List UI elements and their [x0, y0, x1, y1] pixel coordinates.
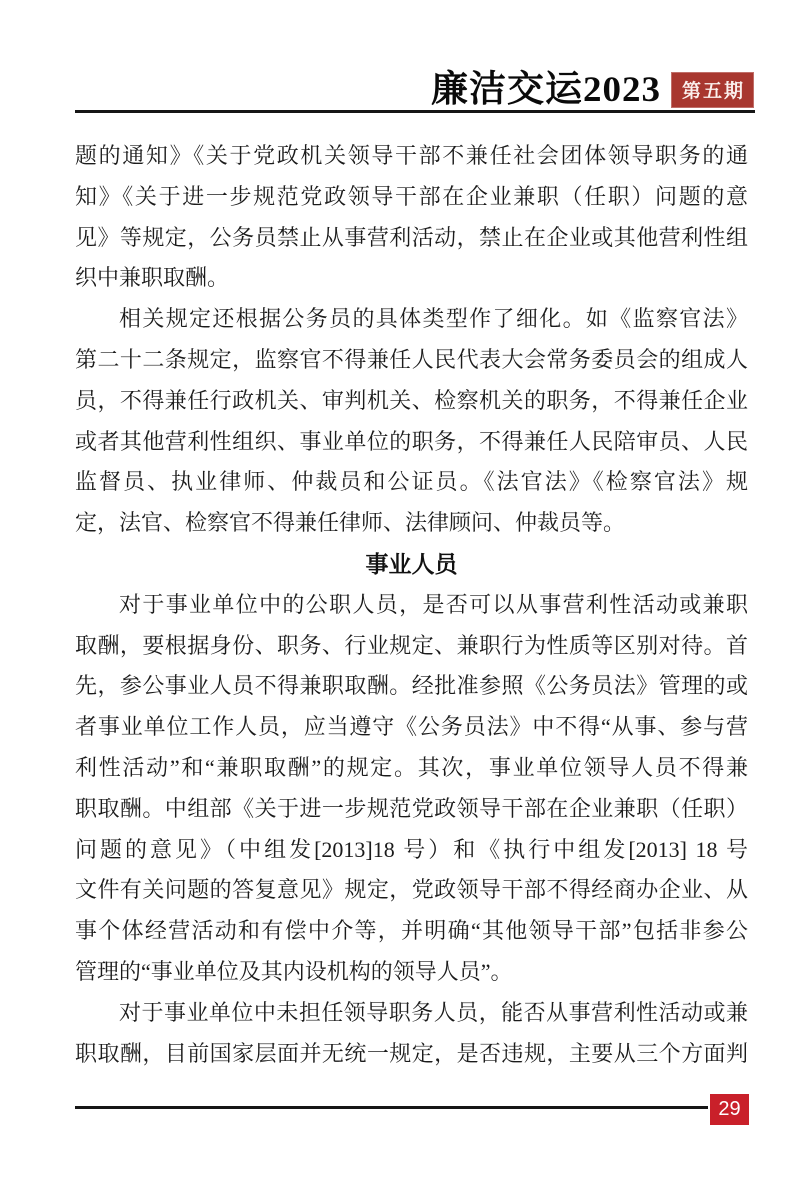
text-line: 监督员、执业律师、仲裁员和公证员。《法官法》《检察官法》规	[75, 469, 748, 495]
article-body	[75, 136, 748, 1074]
masthead	[431, 70, 754, 110]
text-line: 见》等规定，公务员禁止从事营利活动，禁止在企业或其他营利性组	[75, 224, 748, 250]
section-heading: 事业人员	[365, 550, 458, 577]
text-line: 职取酬。中组部《关于进一步规范党政领导干部在企业兼职（任职）	[75, 795, 748, 821]
text-line: 定，法官、检察官不得兼任律师、法律顾问、仲裁员等。	[75, 510, 626, 536]
text-line: 者事业单位工作人员，应当遵守《公务员法》中不得“从事、参与营	[75, 714, 748, 740]
text-line: 利性活动”和“兼职取酬”的规定。其次，事业单位领导人员不得兼	[75, 754, 748, 780]
text-line: 织中兼职取酬。	[75, 265, 230, 291]
issue-badge: 第五期	[671, 72, 754, 108]
page-number-badge: 29	[710, 1094, 749, 1125]
text-line: 对于事业单位中未担任领导职务人员，能否从事营利性活动或兼	[119, 999, 748, 1025]
publication-title: 廉洁交运2023	[430, 69, 661, 110]
text-line: 相关规定还根据公务员的具体类型作了细化。如《监察官法》	[119, 306, 748, 332]
text-line: 知》《关于进一步规范党政领导干部在企业兼职（任职）问题的意	[75, 183, 748, 209]
text-line: 员，不得兼任行政机关、审判机关、检察机关的职务，不得兼任企业	[75, 387, 748, 413]
text-line: 取酬，要根据身份、职务、行业规定、兼职行为性质等区别对待。首	[75, 632, 748, 658]
text-line: 题的通知》《关于党政机关领导干部不兼任社会团体领导职务的通	[75, 143, 748, 168]
text-line: 管理的“事业单位及其内设机构的领导人员”。	[75, 958, 513, 984]
text-line: 文件有关问题的答复意见》规定，党政领导干部不得经商办企业、从	[75, 877, 748, 903]
text-line: 职取酬，目前国家层面并无统一规定，是否违规，主要从三个方面判	[75, 1040, 748, 1066]
text-line: 对于事业单位中的公职人员，是否可以从事营利性活动或兼职	[119, 591, 748, 617]
header-rule	[75, 110, 755, 113]
footer-rule	[75, 1106, 708, 1109]
text-line: 问题的意见》（中组发[2013]18 号）和《执行中组发[2013] 18 号	[75, 836, 748, 862]
text-line: 事个体经营活动和有偿中介等，并明确“其他领导干部”包括非参公	[75, 918, 748, 944]
text-line: 第二十二条规定，监察官不得兼任人民代表大会常务委员会的组成人	[75, 346, 748, 372]
text-line: 先，参公事业人员不得兼职取酬。经批准参照《公务员法》管理的或	[75, 673, 748, 699]
text-line: 或者其他营利性组织、事业单位的职务，不得兼任人民陪审员、人民	[75, 428, 748, 454]
